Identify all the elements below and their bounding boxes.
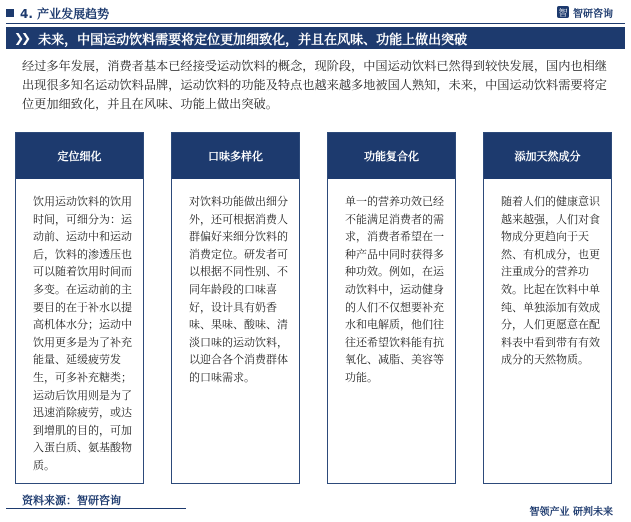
- card-body: 饮用运动饮料的饮用时间，可细分为：运动前、运动中和运动后，饮料的渗透压也可以随着饮用时间而多变。在运动前的主要目的在于补水以提高机体水分；运动中饮用更多是为了补充能量、延缓疲劳发生，可多补充糖类；运动后饮用则是为了迅速消除疲劳，或达到增肌的目的，可加入蛋白质、氨基酸物质。: [33, 195, 132, 472]
- card-body: 对饮料功能做出细分外，还可根据消费人群偏好来细分饮料的消费定位。研发者可以根据不同性别、不同年龄段的口味喜好，设计具有奶香味、果味、酸味、清淡口味的运动饮料，以迎合各个消费群体的口味需求。: [189, 195, 288, 384]
- trend-card-positioning: [15, 132, 144, 484]
- source-note: 资料来源：智研咨询: [22, 494, 121, 507]
- trend-card-natural: [483, 132, 612, 484]
- source-divider: [6, 508, 186, 509]
- section-header: [6, 4, 109, 22]
- headline-text: 未来，中国运动饮料需要将定位更加细致化，并且在风味、功能上做出突破: [38, 32, 468, 48]
- section-title: 4. 产业发展趋势: [20, 6, 110, 21]
- section-marker: [6, 9, 14, 17]
- card-title: 添加天然成分: [484, 133, 611, 179]
- intro-paragraph: 经过多年发展，消费者基本已经接受运动饮料的概念，现阶段，中国运动饮料已然得到较快发展，国内也相继出现很多知名运动饮料品牌，运动饮料的功能及特点也越来越多地被国人熟知，未来，中国运动饮料需要将定位更加细致化，并且在风味、功能上做出突破。: [22, 59, 607, 111]
- card-title: 定位细化: [16, 133, 143, 179]
- card-title: 口味多样化: [172, 133, 299, 179]
- double-chevron-icon: ❯❯: [14, 31, 29, 45]
- header-divider: [6, 23, 625, 24]
- trend-card-flavor: [171, 132, 300, 484]
- footer-slogan: 智领产业 研判未来: [529, 507, 613, 518]
- headline-banner: [6, 27, 625, 49]
- card-title: 功能复合化: [328, 133, 455, 179]
- brand-name: 智研咨询: [573, 8, 613, 20]
- card-body: 随着人们的健康意识越来越强，人们对食物成分更趋向于天然、有机成分，也更注重成分的营养功效。比起在饮料中单纯、单独添加有效成分，人们更愿意在配料表中看到带有有效成分的天然物质。: [501, 195, 600, 367]
- trend-card-function: [327, 132, 456, 484]
- brand-logo-block: [557, 4, 613, 20]
- brand-logo-icon: 智: [557, 6, 569, 18]
- card-body: 单一的营养功效已经不能满足消费者的需求，消费者希望在一种产品中同时获得多种功效。例如，在运动饮料中，运动健身的人们不仅想要补充水和电解质，他们往往还希望饮料能有抗氧化、减脂、美容等功能。: [345, 195, 444, 384]
